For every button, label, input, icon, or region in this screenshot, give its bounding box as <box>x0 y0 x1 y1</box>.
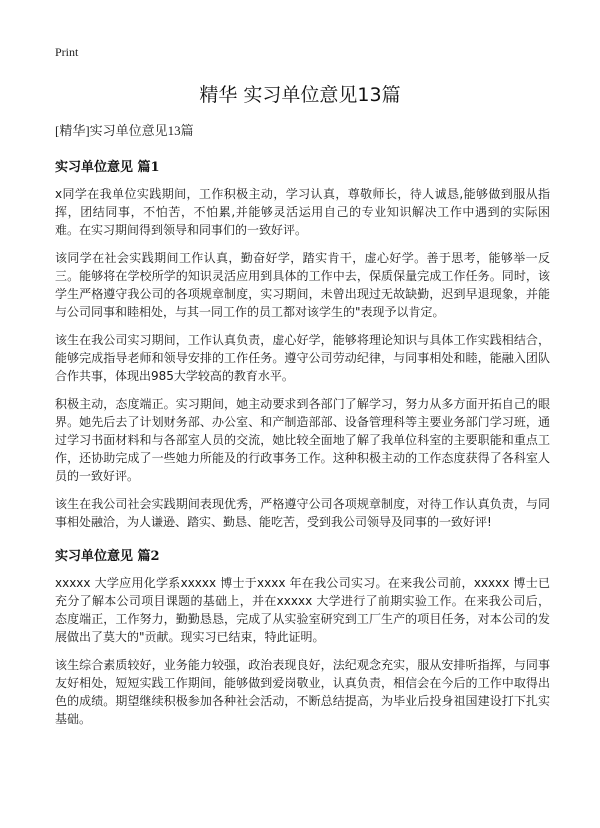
section-heading: 实习单位意见 篇1 <box>55 160 160 175</box>
paragraph: xxxxx 大学应用化学系xxxxx 博士于xxxx 年在我公司实习。在来我公司前，xxxxx 博士已充分了解本公司项目课题的基础上，并在xxxxx 大学进行了前期实验工作。在来我公司后，态度端正，工作努力，勤勤恳恳，完成了从实验室研究到工厂生产的项目任务，对本公司的发展做出了莫大的"贡献。现实习已结束，特此证明。 <box>55 576 550 644</box>
document-title: 精华 实习单位意见13篇 <box>199 84 401 106</box>
section-2 <box>55 545 550 728</box>
print-label: Print <box>55 45 79 59</box>
paragraph: 该生在我公司社会实践期间表现优秀，严格遵守公司各项规章制度，对待工作认真负责，与同事相处融洽，为人谦逊、踏实、勤恳、能吃苦，受到我公司领导及同事的一致好评! <box>55 497 550 529</box>
document-subtitle: [精华]实习单位意见13篇 <box>55 123 194 138</box>
document-body <box>55 120 550 738</box>
paragraph: 积极主动，态度端正。实习期间，她主动要求到各部门了解学习，努力从多方面开拓自己的眼界。她先后去了计划财务部、办公室、和产制造部部、设备管理科等主要业务部门学习班，通过学习书面材料和与各部室人员的交流，她比较全面地了解了我单位科室的主要职能和重点工作，还协助完成了一些她力所能及的行政事务工作。这种积极主动的工作态度获得了各科室人员的一致好评。 <box>55 397 550 483</box>
section-heading: 实习单位意见 篇2 <box>55 549 160 564</box>
section-1 <box>55 156 550 531</box>
paragraph: x同学在我单位实践期间，工作积极主动，学习认真，尊敬师长，待人诚恳,能够做到服从指挥，团结同事，不怕苦，不怕累,并能够灵活运用自己的专业知识解决工作中遇到的实际困难。在实习期间得到领导和同事们的一致好评。 <box>55 187 550 237</box>
paragraph: 该同学在社会实践期间工作认真，勤奋好学，踏实肯干，虚心好学。善于思考，能够举一反三。能够将在学校所学的知识灵活应用到具体的工作中去，保质保量完成工作任务。同时，该学生严格遵守我公司的各项规章制度，实习期间，未曾出现过无故缺勤，迟到早退现象，并能与公司同事和睦相处，与其一同工作的员工都对该学生的"表现予以肯定。 <box>55 251 550 319</box>
paragraph: 该生综合素质较好，业务能力较强，政治表现良好，法纪观念充实，服从安排听指挥，与同事友好相处，短短实践工作期间，能够做到爱岗敬业，认真负责，相信会在今后的工作中取得出色的成绩。期望继续积极参加各种社会活动，不断总结提高，为毕业后投身祖国建设打下扎实基础。 <box>55 658 550 726</box>
paragraph: 该生在我公司实习期间，工作认真负责，虚心好学，能够将理论知识与具体工作实践相结合，能够完成指导老师和领导安排的工作任务。遵守公司劳动纪律，与同事相处和睦，能融入团队合作共事，体现出985大学较高的教育水平。 <box>55 333 550 383</box>
